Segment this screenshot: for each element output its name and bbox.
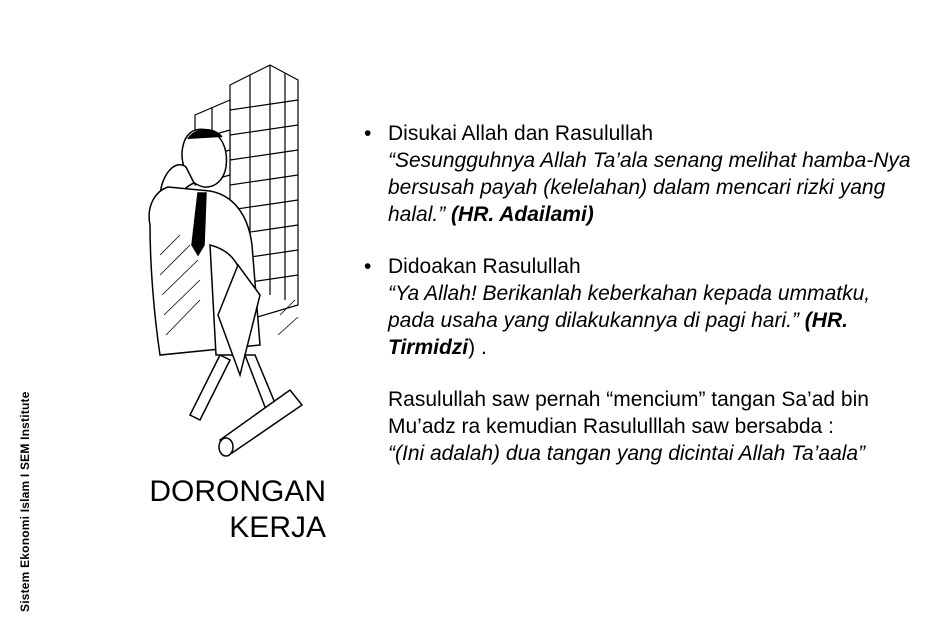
title-line-1: DORONGAN <box>149 475 326 508</box>
closing-quote: “(Ini adalah) dua tangan yang dicintai Allah Ta’aala” <box>388 442 866 465</box>
title-line-2: KERJA <box>229 511 326 544</box>
sidebar-label: Sistem Ekonomi Islam I SEM Institute <box>18 391 32 612</box>
closing-text: Rasulullah saw pernah “mencium” tangan Sa’ad bin Mu’adz ra kemudian Rasululllah saw bersabda : <box>388 388 869 438</box>
quote-tail: ) . <box>468 336 487 359</box>
bullet-heading: Disukai Allah dan Rasulullah <box>388 122 653 145</box>
bullet-heading: Didoakan Rasulullah <box>388 255 581 278</box>
quote-text: “Sesungguhnya Allah Ta’ala senang melihat hamba-Nya bersusah payah (kelelahan) dalam mencari rizki yang halal.” <box>388 149 911 226</box>
businessman-illustration-icon <box>120 55 350 460</box>
bullet-icon: • <box>364 122 372 145</box>
bullet-icon: • <box>364 255 372 278</box>
quote-text: “Ya Allah! Berikanlah keberkahan kepada ummatku, pada usaha yang dilakukannya di pagi hari.” <box>388 282 871 332</box>
hadith-quote <box>388 280 922 361</box>
content-body <box>362 120 922 467</box>
page-title <box>149 474 326 546</box>
hadith-quote <box>388 147 922 228</box>
quote-source: (HR. Adailami) <box>451 203 594 226</box>
quote-source: (HR. Tirmidzi <box>388 309 848 359</box>
closing-paragraph <box>362 386 922 467</box>
bullet-point-1 <box>362 120 922 228</box>
bullet-point-2 <box>362 253 922 361</box>
